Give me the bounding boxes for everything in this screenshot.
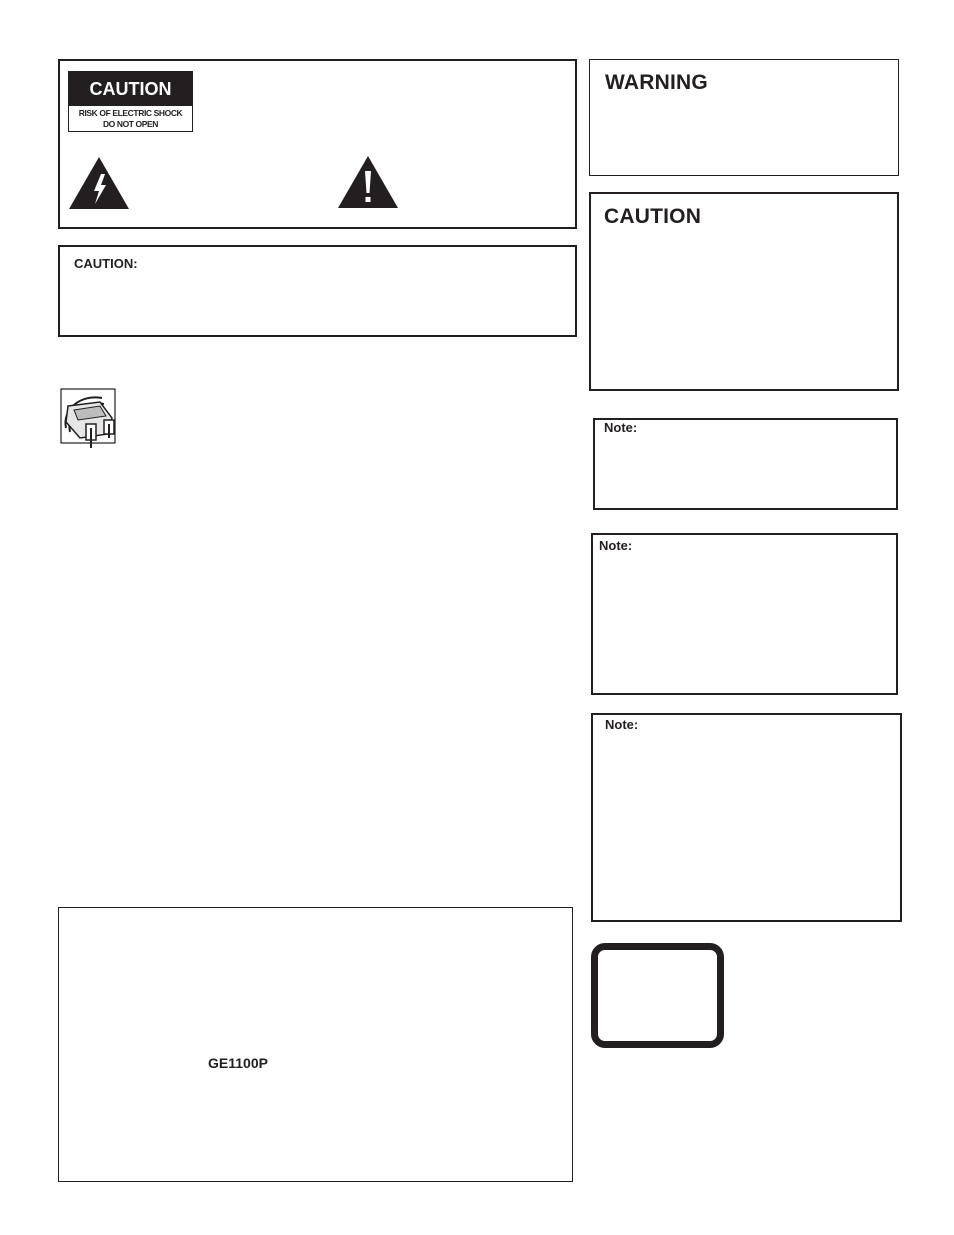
- model-number: GE1100P: [208, 1055, 268, 1071]
- model-info-box: [58, 907, 573, 1182]
- caution-label-badge: [68, 71, 193, 132]
- note-box-1: [593, 418, 898, 510]
- note-label-3: Note:: [605, 717, 639, 732]
- note-box-2: [591, 533, 898, 695]
- caution-side-title: CAUTION: [604, 205, 702, 228]
- note-label-1: Note:: [604, 420, 638, 435]
- caution-label-line2: DO NOT OPEN: [102, 119, 159, 129]
- note-label-2: Note:: [599, 538, 633, 553]
- caution-label-line1: RISK OF ELECTRIC SHOCK: [78, 108, 183, 118]
- note-box-3: [591, 713, 902, 922]
- polarized-plug-icon: [60, 388, 122, 450]
- warning-title: WARNING: [605, 71, 708, 94]
- exclamation-warning-icon: [337, 155, 399, 209]
- caution-note-label: CAUTION:: [74, 256, 138, 271]
- tv-screen-icon: [591, 943, 724, 1048]
- lightning-warning-icon: [68, 156, 130, 210]
- caution-label-title: CAUTION: [69, 72, 192, 106]
